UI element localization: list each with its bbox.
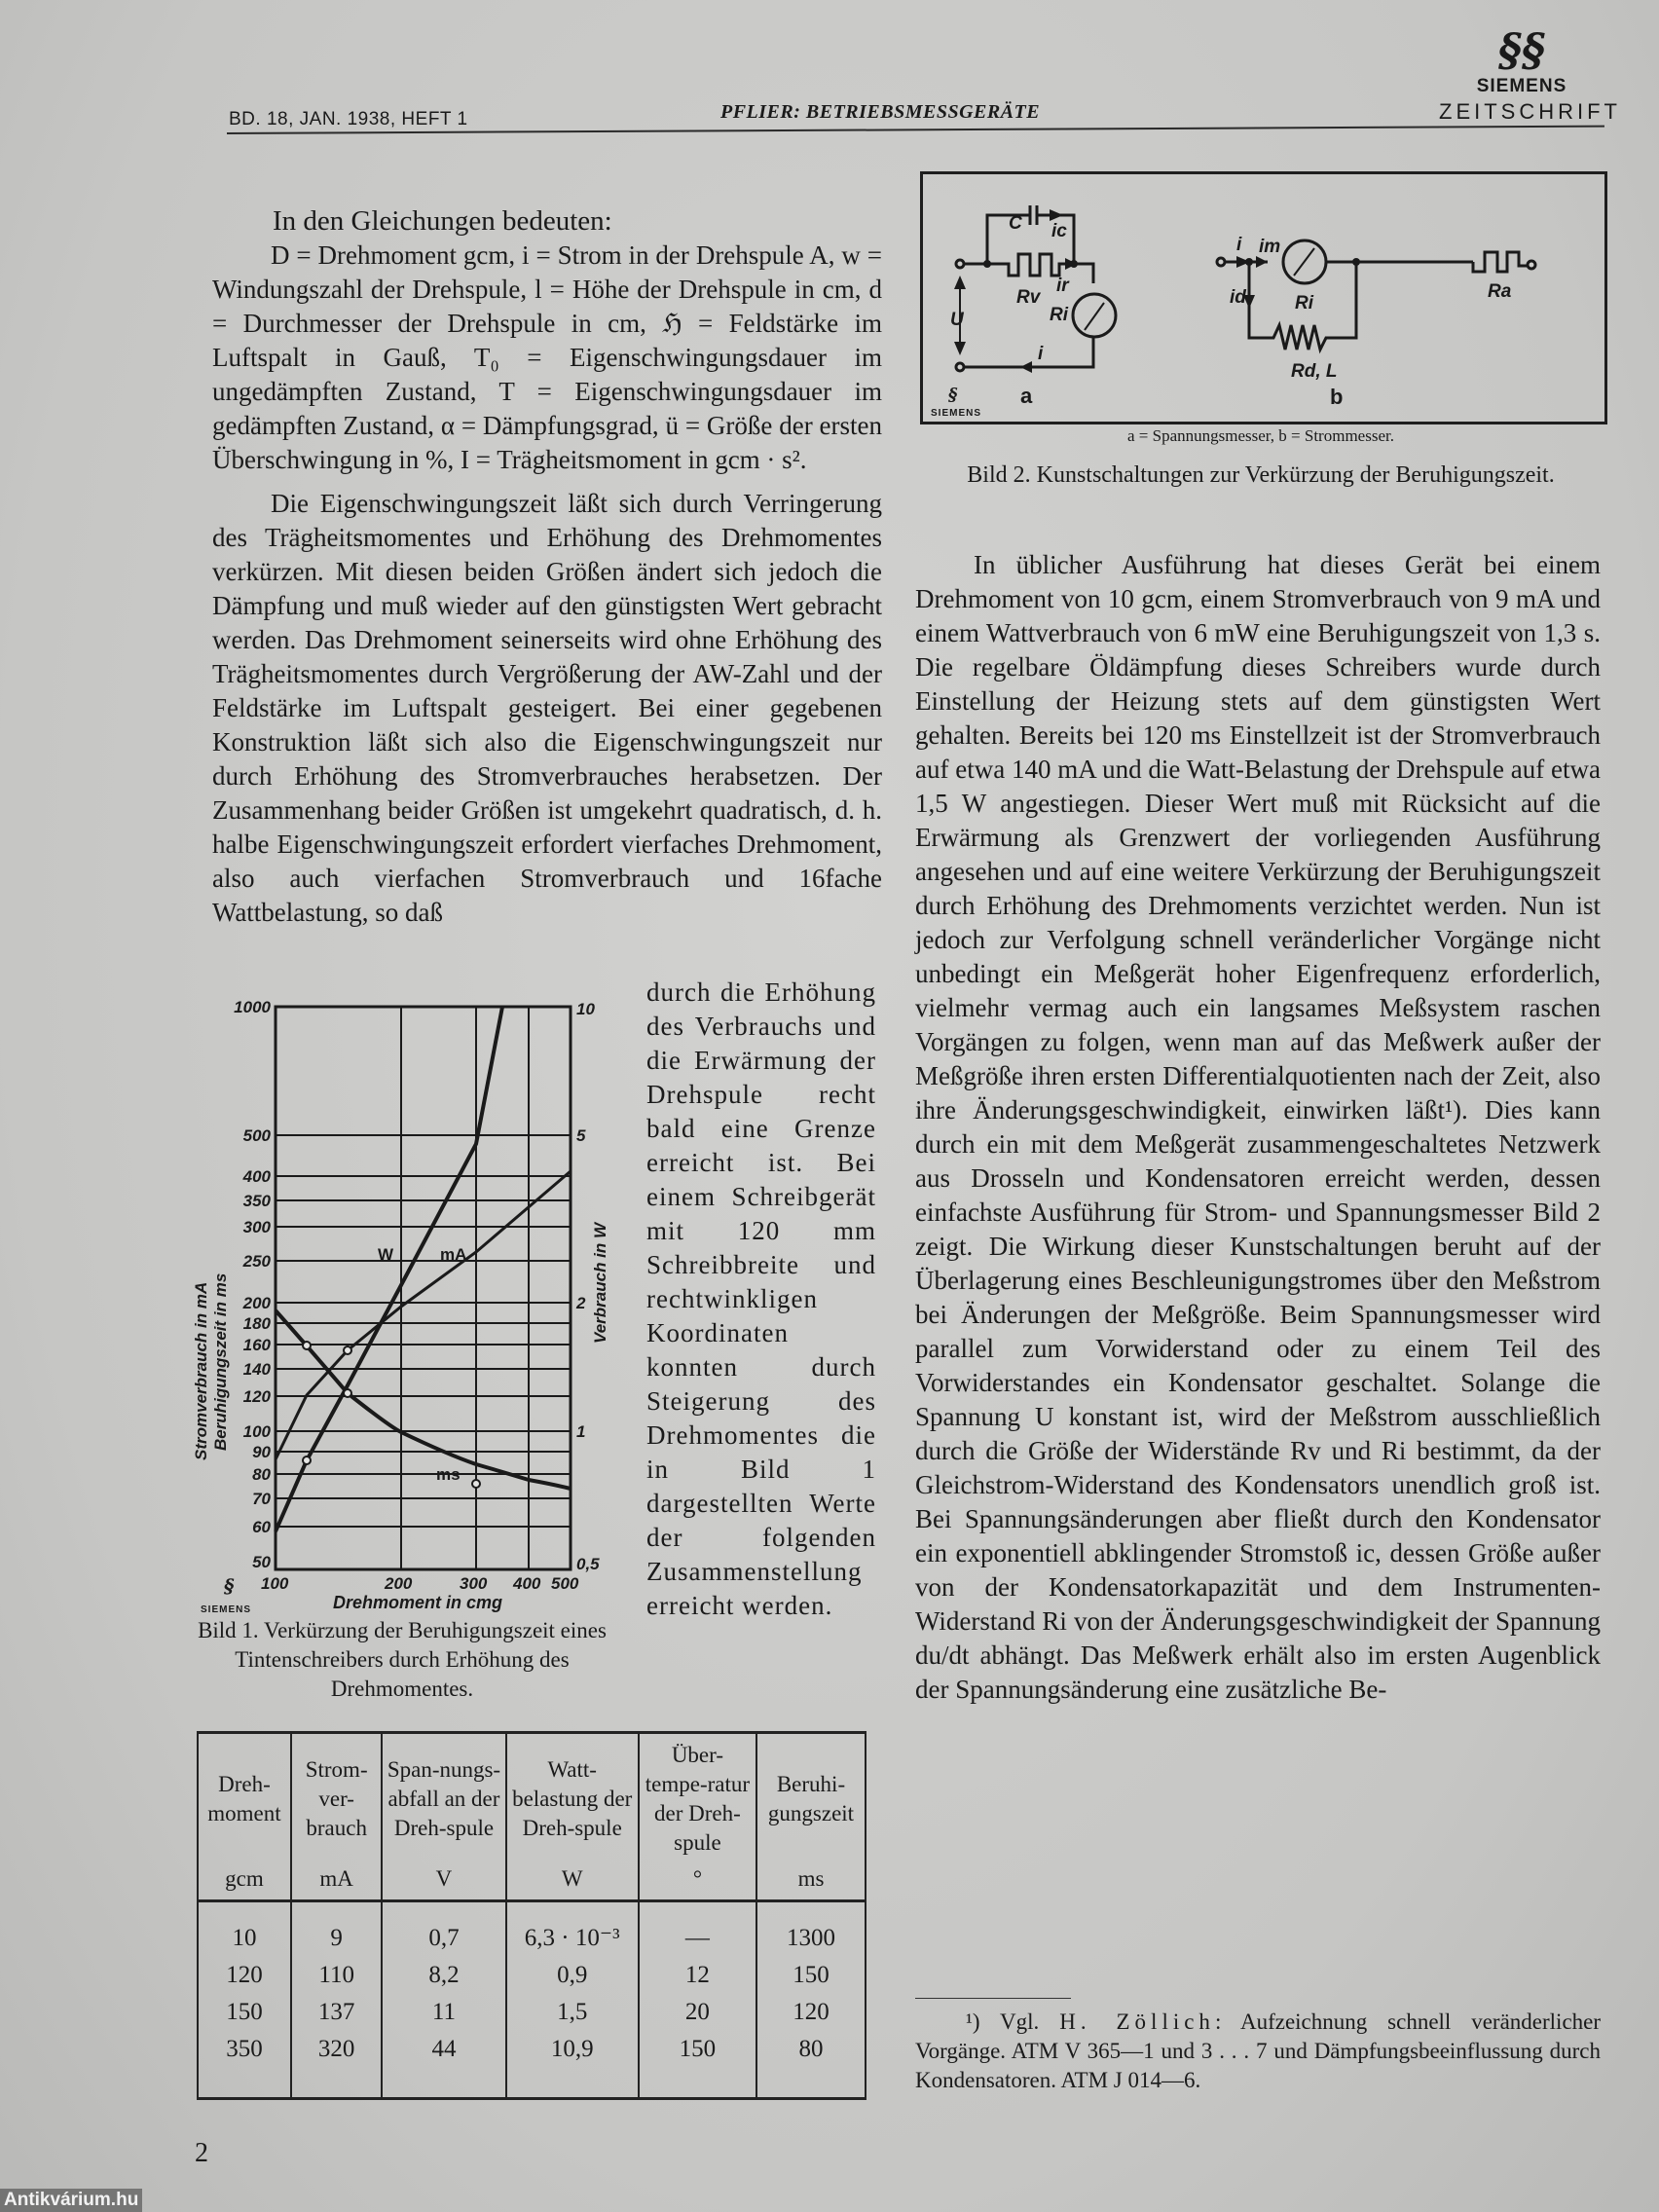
svg-text:200: 200 — [242, 1294, 271, 1312]
label-b: b — [1330, 385, 1344, 409]
logo-brand: SIEMENS — [1476, 76, 1567, 96]
watermark: Antikvárium.hu — [0, 2189, 142, 2212]
svg-text:Verbrauch in W: Verbrauch in W — [591, 1222, 609, 1344]
figure2-legend: a = Spannungsmesser, b = Strommesser. — [1127, 426, 1394, 445]
table-row: 350 320 44 10,9 150 80 — [198, 2031, 866, 2099]
definitions-paragraph: D = Drehmoment gcm, i = Strom in der Drehspule A, w = Windungszahl der Drehspule, l = Höhe der Drehspule in cm, d = Durchmesser der Drehspule in cm, ℌ = Feldstärke im Luftspalt in Gauß, T₀ = Eigenschwingungsdauer im ungedämpften Zustand, T = Eigenschwingungsdauer im gedämpften Zustand, α = Dämpfungsgrad, ü = Größe der ersten Überschwingung in %, I = Trägheitsmoment in gcm · s². — [212, 240, 882, 474]
svg-text:2: 2 — [576, 1294, 586, 1312]
svg-text:300: 300 — [460, 1574, 488, 1593]
svg-text:Beruhigungszeit in ms: Beruhigungszeit in ms — [211, 1272, 230, 1451]
footnote-marker: ¹) Vgl. — [966, 2009, 1040, 2034]
label-im: im — [1259, 237, 1281, 257]
footnote-rule — [915, 1998, 1071, 1999]
figure2-circuit-diagram — [920, 171, 1607, 424]
left-column — [212, 204, 882, 930]
svg-text:350: 350 — [242, 1192, 271, 1210]
svg-text:60: 60 — [252, 1518, 271, 1536]
svg-text:90: 90 — [252, 1443, 271, 1461]
narrow-column: durch die Erhöhung des Verbrauchs und die Erwärmung der Drehspule recht bald eine Grenze erreicht ist. Bei einem Schreibgerät mit 120 mm Schreibbreite und rechtwinkligen Koordinaten konnten durch Steigerung des Drehmomentes die in Bild 1 dargestellten Werte der folgenden Zusammenstellung erreicht werden. — [646, 977, 876, 1620]
svg-text:200: 200 — [385, 1574, 413, 1593]
label-ir: ir — [1056, 276, 1069, 296]
svg-text:SIEMENS: SIEMENS — [201, 1604, 252, 1615]
footnote — [915, 2008, 1601, 2095]
label-Ra: Ra — [1488, 281, 1512, 302]
svg-text:0,5: 0,5 — [576, 1555, 600, 1573]
label-U: U — [950, 310, 964, 330]
logo-journal: ZEITSCHRIFT — [1439, 99, 1621, 124]
header-spannungsabfall: Span-nungs-abfall an der Dreh-spule V — [382, 1733, 505, 1901]
body-paragraph: Die Eigenschwingungszeit läßt sich durch Verringerung des Trägheitsmomentes und Erhöhung des Drehmomentes verkürzen. Mit diesen beiden Größen ändert sich jedoch die Dämpfung und muß wieder auf den günstigsten Wert gebracht werden. Das Drehmoment seinerseits wird ohne Erhöhung des Trägheitsmomentes durch Vergrößerung der AW-Zahl und der Feldstärke im Luftspalt gesteigert. Bei einer gegebenen Konstruktion läßt sich also die Eigenschwingungszeit nur durch Erhöhung des Stromverbrauches herabsetzen. Der Zusammenhang beider Größen ist umgekehrt quadratisch, d. h. halbe Eigenschwingungszeit erfordert vierfaches Drehmoment, also auch vierfachen Stromverbrauch und 16fache Wattbelastung, so daß — [212, 489, 882, 927]
svg-text:mA: mA — [440, 1245, 467, 1264]
label-Ri-b: Ri — [1295, 293, 1313, 313]
svg-text:ms: ms — [436, 1465, 461, 1484]
svg-text:W: W — [378, 1245, 394, 1264]
svg-text:50: 50 — [252, 1553, 271, 1571]
label-RdL: Rd, L — [1291, 361, 1338, 382]
siemens-logo-icon: § — [948, 385, 958, 405]
definitions-heading: In den Gleichungen bedeuten: — [273, 205, 612, 237]
svg-text:120: 120 — [242, 1387, 271, 1406]
header-wattbelastung: Watt-belastung der Dreh-spule W — [506, 1733, 639, 1901]
table-row: 120 110 8,2 0,9 12 150 — [198, 1957, 866, 1994]
header-drehmoment: Dreh-moment gcm — [198, 1733, 291, 1901]
table-row: 150 137 11 1,5 20 120 — [198, 1994, 866, 2031]
label-id: id — [1230, 287, 1246, 308]
svg-text:160: 160 — [242, 1336, 271, 1354]
svg-text:5: 5 — [576, 1126, 586, 1145]
svg-text:400: 400 — [242, 1167, 271, 1186]
label-i-b: i — [1236, 235, 1242, 255]
svg-text:400: 400 — [513, 1574, 541, 1593]
header-beruhigungszeit: Beruhi-gungszeit ms — [756, 1733, 866, 1901]
svg-text:10: 10 — [576, 1000, 595, 1018]
svg-text:100: 100 — [261, 1574, 289, 1593]
label-Rv: Rv — [1016, 287, 1041, 308]
label-C: C — [1009, 213, 1022, 234]
figure2-logo: SIEMENS — [931, 408, 982, 419]
figure1-caption: Bild 1. Verkürzung der Beruhigungszeit eines Tintenschreibers durch Erhöhung des Drehmomentes. — [198, 1618, 607, 1701]
issue-info: BD. 18, JAN. 1938, HEFT 1 — [229, 109, 468, 129]
header-uebertemperatur: Über-tempe-ratur der Dreh-spule ° — [639, 1733, 756, 1901]
footnote-text: : Aufzeichnung schnell veränderlicher Vorgänge. ATM V 365—1 und 3 . . . 7 und Dämpfungsbeeinflussung durch Kondensatoren. ATM J 014—6. — [915, 2009, 1602, 2092]
results-table — [197, 1731, 866, 2100]
figure1-chart — [185, 993, 613, 1636]
label-Ri-a: Ri — [1050, 305, 1068, 325]
svg-text:Drehmoment in cmg: Drehmoment in cmg — [333, 1593, 503, 1612]
table-header-row — [198, 1733, 866, 1901]
label-ic: ic — [1051, 221, 1067, 241]
svg-text:180: 180 — [242, 1314, 271, 1333]
svg-text:250: 250 — [242, 1252, 271, 1271]
footnote-author: H. Zöllich — [1059, 2009, 1215, 2034]
body-paragraph-right: In üblicher Ausführung hat dieses Gerät bei einem Drehmoment von 10 gcm, einem Stromverbrauch von 9 mA und einem Wattverbrauch von 6 mW eine Beruhigungszeit von 1,3 s. Die regelbare Öldämpfung dieses Schreibers wurde durch Einstellung der Heizung stets auf dem günstigsten Wert gehalten. Bereits bei 120 ms Einstellzeit ist der Stromverbrauch auf etwa 140 mA und die Watt-Belastung der Drehspule auf etwa 1,5 W angestiegen. Dieser Wert muß mit Rücksicht auf die Erwärmung als Grenzwert der vorliegenden Ausführung angesehen und auf eine weitere Verkürzung der Beruhigungszeit durch Erhöhung des Drehmoments verzichtet werden. Nun ist jedoch zur Verfolgung schnell veränderlicher Vorgänge nicht unbedingt ein Meßgerät hoher Eigenfrequenz erforderlich, vielmehr vermag auch ein langsames Meßsystem raschen Vorgängen zu folgen, wenn man auf das Meßwerk außer der Meßgröße ihren ersten Differentialquotienten nach der Zeit, also ihre Änderungsgeschwindigkeit, einwirken läßt¹). Dies kann durch ein mit dem Meßgerät zusammengeschaltetes Netzwerk aus Drosseln und Kondensatoren erreicht werden, dessen einfachste Ausführung für Strom- und Spannungsmesser Bild 2 zeigt. Die Wirkung dieser Kunstschaltungen beruht auf der Überlagerung eines Beschleunigungstromes über den Meßstrom bei Änderungen der Meßgröße. Beim Spannungsmesser wird parallel zum Vorwiderstand oder zu einem Teil des Vorwiderstandes ein Kondensator geschaltet. Solange die Spannung U konstant ist, wird der Meßstrom ausschließlich durch die Größe der Widerstände Rv und Ri bestimmt, da der Gleichstrom-Widerstand des Kondensators unendlich groß ist. Bei Spannungsänderungen aber fließt durch den Kondensator ein exponentiell abklingender Stromstoß ic, dessen Größe außer von der Kondensatorkapazität und dem Instrumenten-Widerstand Ri von der Änderungsgeschwindigkeit der Spannung du/dt abhängt. Das Meßwerk erhält also im ersten Augenblick der Spannungsänderung eine zusätzliche Be- — [915, 550, 1601, 1704]
svg-text:300: 300 — [242, 1218, 271, 1236]
svg-text:140: 140 — [242, 1360, 271, 1379]
svg-text:500: 500 — [551, 1574, 579, 1593]
page-number: 2 — [195, 2138, 208, 2168]
svg-text:§: § — [224, 1574, 235, 1598]
right-column — [915, 548, 1601, 1707]
svg-text:Stromverbrauch in mA: Stromverbrauch in mA — [192, 1281, 210, 1460]
svg-text:70: 70 — [252, 1490, 271, 1508]
siemens-logo-icon: §§ — [1497, 23, 1546, 76]
svg-text:500: 500 — [242, 1126, 271, 1145]
table-row: 10 9 0,7 6,3 · 10⁻³ — 1300 — [198, 1901, 866, 1958]
svg-text:1: 1 — [576, 1422, 586, 1441]
header-stromverbrauch: Strom-ver-brauch mA — [291, 1733, 382, 1901]
running-title: PFLIER: BETRIEBSMESSGERÄTE — [720, 101, 1041, 123]
label-a: a — [1020, 384, 1033, 408]
figure2-caption: Bild 2. Kunstschaltungen zur Verkürzung der Beruhigungszeit. — [967, 462, 1555, 488]
svg-text:1000: 1000 — [234, 998, 271, 1016]
siemens-zeitschrift-logo — [1439, 23, 1621, 125]
label-i-a: i — [1038, 344, 1044, 364]
svg-text:80: 80 — [252, 1465, 271, 1484]
svg-text:100: 100 — [242, 1422, 271, 1441]
